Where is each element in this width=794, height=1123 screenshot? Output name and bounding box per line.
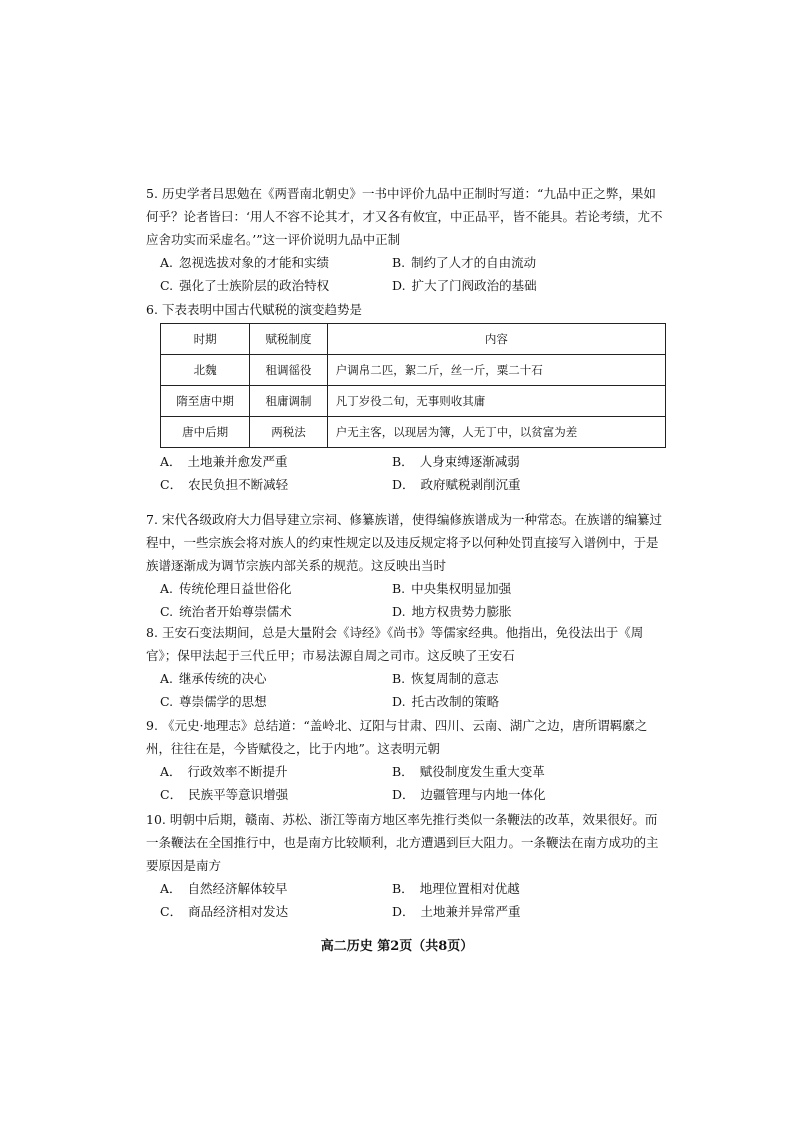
option-text: 中央集权明显加强 — [411, 581, 512, 596]
option-text: 政府赋税剥削沉重 — [420, 477, 521, 492]
option-text: 地方权贵势力膨胀 — [411, 604, 512, 619]
question-8 — [146, 621, 666, 713]
options — [160, 877, 666, 923]
option-b — [392, 251, 652, 274]
table-row — [161, 386, 666, 417]
question-stem — [146, 808, 666, 877]
option-label: C． — [160, 904, 183, 919]
option-text: 土地兼并愈发严重 — [187, 454, 288, 469]
option-text: 自然经济解体较早 — [187, 881, 288, 896]
option-d — [392, 600, 652, 623]
option-d — [392, 690, 652, 713]
option-text: 继承传统的决心 — [179, 671, 267, 686]
option-label: A． — [160, 764, 182, 779]
option-text: 边疆管理与内地一体化 — [420, 787, 546, 802]
table-cell: 两税法 — [250, 417, 328, 448]
question-5 — [146, 182, 666, 297]
question-text: 宋代各级政府大力倡导建立宗祠、修纂族谱，使得编修族谱成为一种常态。在族谱的编纂过程中，一些宗族会将对族人的约束性规定以及违反规定将予以何种处罚直接写入谱例中，于是族谱逐渐成为调节宗族内部关系的规范。这反映出当时 — [146, 512, 662, 573]
options — [160, 577, 666, 623]
option-b — [392, 667, 652, 690]
question-9 — [146, 714, 666, 806]
option-a — [160, 450, 392, 473]
question-stem — [146, 182, 666, 251]
question-number: 9. — [146, 718, 158, 733]
table-cell: 北魏 — [161, 355, 250, 386]
option-b — [392, 577, 652, 600]
option-label: D. — [392, 694, 406, 709]
option-text: 托古改制的策略 — [411, 694, 500, 709]
table-header: 赋税制度 — [250, 324, 328, 355]
option-label: B． — [392, 881, 414, 896]
table-header-row — [161, 324, 666, 355]
option-d — [392, 783, 652, 806]
option-a — [160, 251, 392, 274]
option-label: C. — [160, 604, 174, 619]
option-d — [392, 473, 652, 496]
question-text: 下表表明中国古代赋税的演变趋势是 — [161, 302, 362, 317]
option-c — [160, 900, 392, 923]
question-text: 历史学者吕思勉在《两晋南北朝史》一书中评价九品中正制时写道：“九品中正之弊，果如何乎？论者皆曰：‘用人不容不论其才，才又各有攸宜，中正品平，皆不能具。若论考绩，尤不应舍功实而采虚名。’”这一评价说明九品中正制 — [146, 186, 663, 247]
question-number: 7. — [146, 512, 158, 527]
option-label: D． — [392, 477, 415, 492]
option-b — [392, 760, 652, 783]
option-c — [160, 690, 392, 713]
question-10 — [146, 808, 666, 923]
option-d — [392, 900, 652, 923]
option-b — [392, 877, 652, 900]
table-cell: 租调徭役 — [250, 355, 328, 386]
option-b — [392, 450, 652, 473]
option-label: B． — [392, 764, 414, 779]
page-footer: 高二历史 第2页（共8页） — [320, 939, 474, 954]
option-a — [160, 577, 392, 600]
options — [160, 450, 666, 496]
option-c — [160, 600, 392, 623]
option-text: 行政效率不断提升 — [187, 764, 288, 779]
option-label: A． — [160, 454, 182, 469]
question-text: 明朝中后期，赣南、苏松、浙江等南方地区率先推行类似一条鞭法的改革，效果很好。而一条鞭法在全国推行中，也是南方比较顺利，北方遭遇到巨大阻力。一条鞭法在南方成功的主要原因是南方 — [146, 812, 659, 873]
option-c — [160, 473, 392, 496]
table-header: 内容 — [327, 324, 665, 355]
option-a — [160, 667, 392, 690]
option-label: D． — [392, 787, 415, 802]
option-label: C. — [160, 694, 174, 709]
table-header: 时期 — [161, 324, 250, 355]
question-7 — [146, 508, 666, 623]
option-text: 忽视选拔对象的才能和实绩 — [179, 255, 330, 270]
option-text: 地理位置相对优越 — [419, 881, 520, 896]
question-number: 8. — [146, 625, 158, 640]
option-label: A. — [160, 581, 174, 596]
option-text: 赋役制度发生重大变革 — [419, 764, 545, 779]
table-cell: 户调帛二匹，絮二斤，丝一斤，粟二十石 — [327, 355, 665, 386]
option-a — [160, 760, 392, 783]
options — [160, 667, 666, 713]
question-text: 王安石变法期间，总是大量附会《诗经》《尚书》等儒家经典。他指出，免役法出于《周官》；保甲法起于三代丘甲；市易法源自周之司市。这反映了王安石 — [146, 625, 644, 663]
option-text: 民族平等意识增强 — [188, 787, 289, 802]
option-text: 人身束缚逐渐减弱 — [419, 454, 520, 469]
table-cell: 户无主客，以现居为簿，人无丁中，以贫富为差 — [327, 417, 665, 448]
question-text: 《元史·地理志》总结道：“盖岭北、辽阳与甘肃、四川、云南、湖广之边，唐所谓羁縻之州，往往在是，今皆赋役之，比于内地”。这表明元朝 — [146, 718, 648, 756]
option-label: D． — [392, 904, 415, 919]
option-text: 农民负担不断减轻 — [188, 477, 289, 492]
option-text: 商品经济相对发达 — [188, 904, 289, 919]
option-label: B． — [392, 454, 414, 469]
option-label: C． — [160, 787, 183, 802]
question-number: 10. — [146, 812, 166, 827]
options — [160, 760, 666, 806]
question-stem — [146, 298, 666, 321]
question-number: 5. — [146, 186, 158, 201]
question-stem — [146, 621, 666, 667]
option-label: D. — [392, 278, 406, 293]
table-cell: 唐中后期 — [161, 417, 250, 448]
option-text: 制约了人才的自由流动 — [411, 255, 537, 270]
question-stem — [146, 508, 666, 577]
option-d — [392, 274, 652, 297]
option-text: 传统伦理日益世俗化 — [179, 581, 292, 596]
option-text: 尊崇儒学的思想 — [179, 694, 267, 709]
option-label: B. — [392, 671, 406, 686]
option-text: 强化了士族阶层的政治特权 — [179, 278, 330, 293]
option-label: A. — [160, 671, 174, 686]
option-text: 扩大了门阀政治的基础 — [411, 278, 537, 293]
question-stem — [146, 714, 666, 760]
option-label: B. — [392, 581, 406, 596]
option-a — [160, 877, 392, 900]
option-text: 土地兼并异常严重 — [420, 904, 521, 919]
option-label: B. — [392, 255, 406, 270]
table-cell: 隋至唐中期 — [161, 386, 250, 417]
option-label: A． — [160, 881, 182, 896]
table-row — [161, 417, 666, 448]
question-number: 6. — [146, 302, 158, 317]
options — [160, 251, 666, 297]
table-row — [161, 355, 666, 386]
option-label: C. — [160, 278, 174, 293]
option-label: D. — [392, 604, 406, 619]
option-text: 统治者开始尊崇儒术 — [179, 604, 292, 619]
table-cell: 凡丁岁役二旬，无事则收其庸 — [327, 386, 665, 417]
option-c — [160, 274, 392, 297]
tax-table — [160, 323, 666, 448]
option-c — [160, 783, 392, 806]
option-label: C． — [160, 477, 183, 492]
option-text: 恢复周制的意志 — [411, 671, 499, 686]
option-label: A. — [160, 255, 174, 270]
question-6 — [146, 298, 666, 496]
table-cell: 租庸调制 — [250, 386, 328, 417]
